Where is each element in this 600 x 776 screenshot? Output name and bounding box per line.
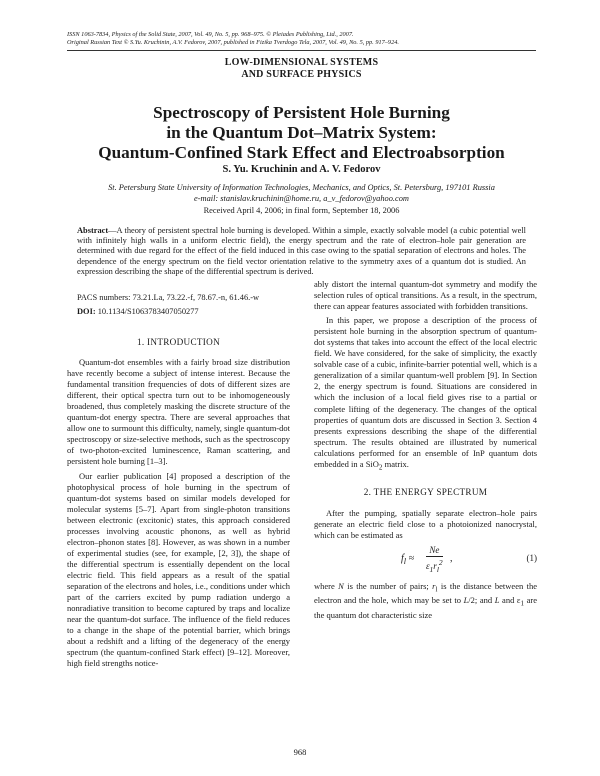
p3-L2: L: [494, 595, 500, 606]
eq-f-sub: l: [403, 556, 407, 566]
equation-fraction: [426, 545, 443, 575]
intro-paragraph-2: Our earlier publication [4] proposed a description of the photophysical process of hole burning in the spectrum of quantum-dot systems based on similar models developed for molecular systems [5–7]. Apart from single-photon transitions between electronic (excitonic) states, this approach considered processes involving acoustic phonons, as well as hybrid electron–phonon states [8]. However, as was shown in a number of experimental studies (see, for example, [2, 3]), the shape of the differential spectrum is essentially dependent on the local electric field. This field appears as a result of the spatial separation of the electrons and holes, i.e., conditions under which part of the carriers excited by pump radiation undergo a nonradiative transition to become captured by traps and localize near the quantum-dot surface. The influence of the field reduces to a change in the shape of the potential barrier, which brings about a redshift and a lifting of the degeneracy of the energy spectrum (the quantum-confined Stark effect) [9–12]. Moreover, high field strengths notice-: [67, 470, 290, 669]
equation-number: (1): [526, 552, 537, 563]
section-heading: [67, 57, 536, 80]
p3-N: N: [338, 580, 344, 591]
intro-paragraph-3: [314, 315, 537, 473]
intro-paragraph-1: Quantum-dot ensembles with a fairly broad size distribution have recently become a subject of intense interest. Because the fundamental transition frequencies of dots of different sizes are different, their optical spectra turn out to be inhomogeneously broadened, thus completely masking the discrete structure of the quantum-dot energy spectra. There are several approaches that allow one to surmount this difficulty, namely, single quantum-dot spectroscopy or size-selective methods, such as the spectroscopy of two-photon-excited luminescence, Raman scattering, and persistent hole burning [1–3].: [67, 357, 290, 467]
journal-header-line1: ISSN 1063-7834, Physics of the Solid State, 2007, Vol. 49, No. 5, pp. 968–975. © Pleiades Publishing, Ltd., 2007.: [67, 31, 354, 38]
p3-L: L: [463, 595, 469, 606]
intro-p3-end: matrix.: [382, 458, 409, 469]
email: e-mail: stanislav.kruchinin@home.ru, a_v_fedorov@yahoo.com: [194, 194, 409, 203]
p3-esub: 1: [520, 600, 525, 609]
eq-r: r: [433, 560, 437, 571]
title-line3: Quantum-Confined Stark Effect and Electroabsorption: [98, 143, 505, 162]
title-line1: Spectroscopy of Persistent Hole Burning: [153, 103, 450, 122]
eq-f: f: [401, 552, 404, 564]
p3-r: r: [432, 580, 436, 591]
paper-title: [67, 103, 536, 163]
eq-eps-sub: 1: [429, 564, 434, 574]
energy-spectrum-heading: 2. THE ENERGY SPECTRUM: [363, 487, 488, 498]
eq-r-sub: l: [436, 564, 439, 574]
received-dates: Received April 4, 2006; in final form, September 18, 2006: [203, 206, 400, 215]
energy-paragraph-1: After the pumping, spatially separate electron–hole pairs generate an electric field close to a photoionized nanocrystal, which can be estimated as: [314, 507, 537, 540]
affiliation-block: [40, 182, 563, 204]
doi: [77, 307, 199, 316]
left-column: [67, 337, 290, 669]
p3-b: is the number of pairs;: [343, 580, 433, 591]
journal-header-line2: Original Russian Text © S.Yu. Kruchinin, A.V. Fedorov, 2007, published in Fizika Tverdogo Tela, 2007, Vol. 49, No. 5, pp. 917–924.: [67, 39, 399, 47]
abstract-label: Abstract: [77, 226, 109, 235]
eq-approx: ≈: [406, 552, 415, 564]
p3-e: and ε: [499, 595, 521, 606]
sio2-subscript: 2: [378, 463, 383, 472]
equation-lhs: [401, 553, 414, 567]
abstract-text: —A theory of persistent spectral hole burning is developed. Within a simple, exactly solvable model (a cubic potential well with infinitely high walls in a uniform electric field), the energy spectrum and the rate of electron–hole pair generation are determined with due regard for the effect of the field induced in this case owing to the spatial separation of electrons and holes. The dependence of the energy spectrum on the field vector orientation relative to the symmetry axes of a quantum dot is studied. An expression describing the shape of the differential spectrum is derived.: [77, 226, 526, 276]
title-line2: in the Quantum Dot–Matrix System:: [166, 123, 437, 142]
abstract: [77, 226, 526, 277]
affiliation: St. Petersburg State University of Information Technologies, Mechanics, and Optics, St. Petersburg, 197101 Russia: [108, 183, 495, 192]
eq-numerator: Ne: [426, 545, 443, 557]
p3-rsub: l: [435, 585, 438, 594]
p3-a: where: [314, 580, 339, 591]
eq-r-sup: 2: [438, 557, 443, 567]
right-column: [314, 279, 537, 621]
p3-d: /2; and: [468, 595, 495, 606]
pacs-numbers: PACS numbers: 73.21.La, 73.22.-f, 78.67.-n, 61.46.-w: [77, 293, 260, 302]
doi-value: 10.1134/S1063783407050277: [97, 307, 199, 316]
intro-p3-text: In this paper, we propose a description of the process of persistent hole burning in the absorption spectrum of quantum-dot systems that takes into account the effect of the local electric field. We have considered, for the sake of simplicity, the exactly solvable case of a cubic, infinite-barrier potential well, which is a generalization of a similar quantum-well problem [9]. In Section 2, the energy spectrum is found. Situations are considered in which the inclusion of a local field gives rise to a partial or complete lifting of the degeneracy. The changes of the optical properties of quantum dots are discussed in Section 3. Section 4 presents expressions describing the shape of the differential spectrum. The results obtained are illustrated by numerical calculations performed for an ensemble of InP quantum dots embedded in a SiO: [314, 315, 537, 469]
header-rule: [67, 50, 536, 51]
eq-suffix: ,: [450, 552, 453, 564]
energy-paragraph-2: [314, 581, 537, 622]
journal-header: [67, 31, 399, 47]
page-number: 968: [293, 747, 307, 757]
section-heading-line1: LOW-DIMENSIONAL SYSTEMS: [224, 57, 379, 68]
section-heading-line2: AND SURFACE PHYSICS: [241, 68, 362, 80]
p3-f: are the quantum dot characteristic size: [314, 595, 537, 621]
doi-label: DOI:: [77, 307, 96, 316]
section-gap: [314, 473, 537, 487]
eq-denominator: [426, 557, 443, 575]
equation-1: [314, 545, 537, 575]
intro-paragraph-continued: ably distort the internal quantum-dot symmetry and modify the selection rules of optical transitions. As a result, in the spectrum, there can appear features associated with forbidden transitions.: [314, 279, 537, 312]
eq-eps: ε: [426, 560, 430, 571]
p3-c: is the distance between the electron and the hole, which may be set to: [314, 580, 537, 606]
authors: S. Yu. Kruchinin and A. V. Fedorov: [222, 164, 381, 175]
intro-heading: 1. INTRODUCTION: [136, 337, 221, 347]
